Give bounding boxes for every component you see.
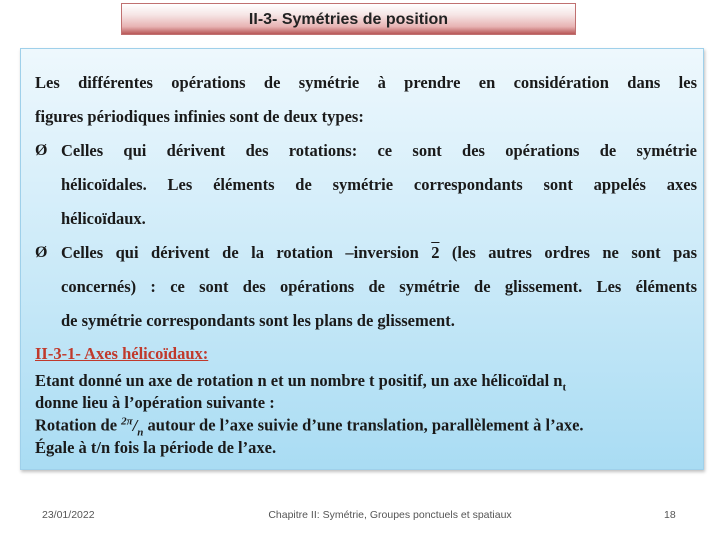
para-line-4: Égale à t/n fois la période de l’axe.: [35, 438, 277, 457]
section-heading: II-3-1- Axes hélicoïdaux:: [35, 344, 209, 363]
para-line-3-pre: Rotation de: [35, 415, 122, 435]
para-line-2: donne lieu à l’opération suivante :: [35, 393, 275, 412]
slide-title-bar: [121, 3, 576, 35]
slide-title: II-3- Symétries de position: [248, 11, 449, 28]
para-line-1: [35, 371, 697, 393]
bullet1-line-1: Celles qui dérivent des rotations: ce sont des opérations de symétrie: [61, 141, 697, 160]
footer-page-number: 18: [664, 509, 676, 521]
footer-chapter: Chapitre II: Symétrie, Groupes ponctuels et spatiaux: [268, 509, 512, 521]
bullet1-line-3: hélicoïdaux.: [61, 209, 146, 228]
content-panel: [20, 48, 704, 470]
rotation-fraction: [121, 415, 144, 438]
bullet1-line-2: hélicoïdales. Les éléments de symétrie correspondants sont appelés axes: [61, 175, 697, 194]
bullet2-line-1-pre: Celles qui dérivent de la rotation –inversion: [61, 243, 432, 262]
para-line-1-sub: t: [562, 381, 567, 394]
bullet2-line-2: concernés) : ce sont des opérations de symétrie de glissement. Les éléments: [61, 277, 697, 296]
intro-line-1: Les différentes opérations de symétrie à prendre en considération dans les: [35, 73, 697, 92]
para-line-3: [35, 415, 697, 438]
rotoinversion-symbol: 2: [431, 243, 440, 262]
bullet2-line-1-post: (les autres ordres ne sont pas: [439, 243, 697, 262]
fraction-numerator: 2π: [121, 415, 133, 427]
bullet-arrow-icon-2: Ø: [35, 244, 48, 261]
bullet2-line-1: [61, 243, 697, 263]
para-line-1-pre: Etant donné un axe de rotation n et un nombre t positif, un axe hélicoïdal n: [35, 371, 563, 390]
bullet-arrow-icon: Ø: [35, 142, 48, 159]
bullet2-line-3: de symétrie correspondants sont les plans de glissement.: [61, 311, 455, 330]
fraction-slash: /: [132, 415, 138, 435]
para-line-3-post: autour de l’axe suivie d’une translation, parallèlement à l’axe.: [143, 415, 584, 435]
intro-line-2: figures périodiques infinies sont de deux types:: [35, 107, 364, 126]
fraction-denominator: n: [137, 425, 144, 438]
footer-date: 23/01/2022: [42, 509, 95, 521]
